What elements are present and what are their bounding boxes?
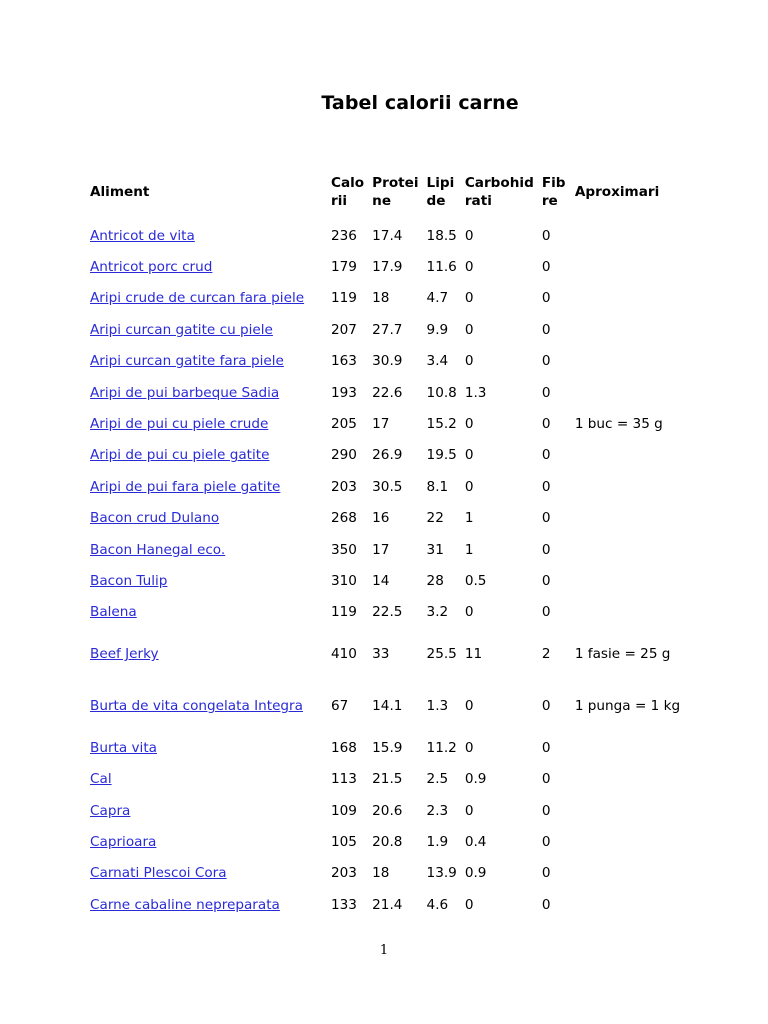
- cell-calorii: 113: [331, 771, 357, 788]
- cell-calorii: 119: [331, 604, 357, 621]
- cell-proteine: 21.5: [372, 771, 403, 788]
- table-row: [86, 283, 699, 314]
- table-row: [86, 503, 699, 534]
- cell-lipide: 2.3: [426, 802, 449, 819]
- cell-carbohidrati: 0: [464, 739, 474, 756]
- food-link[interactable]: Beef Jerky: [90, 646, 159, 663]
- food-link[interactable]: Antricot porc crud: [90, 259, 213, 276]
- cell-carbohidrati: 0: [464, 802, 474, 819]
- cell-fibre: 0: [541, 510, 551, 527]
- cell-aliment: [86, 283, 327, 314]
- food-link[interactable]: Burta de vita congelata Integra: [90, 698, 303, 715]
- table-row: [86, 220, 699, 251]
- cell-aproximari: [571, 471, 699, 502]
- cell-calorii: 310: [331, 572, 357, 589]
- food-link[interactable]: Aripi de pui cu piele gatite: [90, 447, 270, 464]
- cell-lipide: 10.8: [426, 384, 457, 401]
- cell-fibre: 0: [541, 604, 551, 621]
- cell-proteine: 27.7: [372, 321, 403, 338]
- cell-proteine: 16: [372, 510, 390, 527]
- cell-lipide: 18.5: [426, 227, 457, 244]
- cell-lipide: 11.2: [426, 739, 457, 756]
- cell-fibre: 2: [541, 646, 551, 663]
- cell-calorii: 105: [331, 833, 357, 850]
- food-link[interactable]: Aripi de pui fara piele gatite: [90, 478, 281, 495]
- cell-lipide: 22: [426, 510, 444, 527]
- cell-aproximari: 1 fasie = 25 g: [574, 646, 671, 663]
- table-row: [86, 597, 699, 628]
- cell-carbohidrati: 0: [464, 416, 474, 433]
- cell-carbohidrati: 1: [464, 510, 474, 527]
- cell-aproximari: [571, 858, 699, 889]
- table-row: [86, 680, 699, 732]
- table-row: [86, 889, 699, 920]
- header-fibre: Fib re: [541, 175, 566, 209]
- table-row: [86, 314, 699, 345]
- cell-proteine: 14: [372, 572, 390, 589]
- cell-lipide: 9.9: [426, 321, 449, 338]
- cell-lipide: 1.9: [426, 833, 449, 850]
- cell-aproximari: [571, 346, 699, 377]
- cell-aliment: [86, 220, 327, 251]
- cell-proteine: 17: [372, 416, 390, 433]
- food-link[interactable]: Aripi curcan gatite cu piele: [90, 321, 273, 338]
- table-row: [86, 346, 699, 377]
- cell-lipide: 28: [426, 572, 444, 589]
- cell-aproximari: [571, 565, 699, 596]
- cell-proteine: 22.5: [372, 604, 403, 621]
- food-link[interactable]: Aripi de pui barbeque Sadia: [90, 384, 280, 401]
- cell-aliment: [86, 826, 327, 857]
- cell-proteine: 26.9: [372, 447, 403, 464]
- cell-aproximari: 1 buc = 35 g: [574, 416, 663, 433]
- food-link[interactable]: Aripi crude de curcan fara piele: [90, 290, 305, 307]
- cell-carbohidrati: 0: [464, 447, 474, 464]
- cell-carbohidrati: 0.4: [464, 833, 487, 850]
- cell-aproximari: [571, 377, 699, 408]
- header-proteine: Protei ne: [372, 175, 419, 209]
- page-number: 1: [379, 943, 389, 958]
- cell-aliment: [86, 628, 327, 680]
- table-header-row: [86, 168, 699, 220]
- food-link[interactable]: Cal: [90, 771, 112, 788]
- cell-proteine: 18: [372, 290, 390, 307]
- cell-carbohidrati: 1.3: [464, 384, 487, 401]
- cell-fibre: 0: [541, 290, 551, 307]
- cell-carbohidrati: 0: [464, 478, 474, 495]
- cell-calorii: 207: [331, 321, 357, 338]
- cell-lipide: 3.4: [426, 353, 449, 370]
- cell-aliment: [86, 503, 327, 534]
- cell-aliment: [86, 680, 327, 732]
- cell-proteine: 14.1: [372, 698, 403, 715]
- cell-lipide: 15.2: [426, 416, 457, 433]
- cell-aproximari: [571, 534, 699, 565]
- header-lipide: Lipi de: [426, 175, 455, 209]
- cell-carbohidrati: 0: [464, 353, 474, 370]
- table-row: [86, 471, 699, 502]
- cell-fibre: 0: [541, 384, 551, 401]
- cell-proteine: 20.8: [372, 833, 403, 850]
- cell-fibre: 0: [541, 541, 551, 558]
- food-link[interactable]: Carnati Plescoi Cora: [90, 865, 227, 882]
- cell-calorii: 163: [331, 353, 357, 370]
- food-link[interactable]: Bacon Hanegal eco.: [90, 541, 226, 558]
- cell-aliment: [86, 795, 327, 826]
- cell-aproximari: [571, 597, 699, 628]
- cell-calorii: 203: [331, 865, 357, 882]
- cell-aproximari: [571, 732, 699, 763]
- cell-aproximari: [571, 314, 699, 345]
- cell-aproximari: [571, 440, 699, 471]
- cell-carbohidrati: 0: [464, 896, 474, 913]
- cell-proteine: 15.9: [372, 739, 403, 756]
- food-link[interactable]: Bacon Tulip: [90, 572, 168, 589]
- page-title: Tabel calorii carne: [321, 92, 519, 114]
- cell-lipide: 4.7: [426, 290, 449, 307]
- table-row: [86, 858, 699, 889]
- header-aliment: Aliment: [90, 184, 150, 200]
- cell-aliment: [86, 763, 327, 794]
- cell-aproximari: [571, 251, 699, 282]
- cell-proteine: 18: [372, 865, 390, 882]
- food-link[interactable]: Bacon crud Dulano: [90, 510, 220, 527]
- cell-aliment: [86, 471, 327, 502]
- cell-calorii: 268: [331, 510, 357, 527]
- cell-fibre: 0: [541, 447, 551, 464]
- cell-carbohidrati: 0: [464, 604, 474, 621]
- cell-calorii: 236: [331, 227, 357, 244]
- header-aproximari: Aproximari: [574, 184, 660, 200]
- cell-fibre: 0: [541, 739, 551, 756]
- cell-aliment: [86, 732, 327, 763]
- table-row: [86, 826, 699, 857]
- table-row: [86, 440, 699, 471]
- cell-proteine: 20.6: [372, 802, 403, 819]
- cell-carbohidrati: 0.9: [464, 865, 487, 882]
- cell-aliment: [86, 346, 327, 377]
- table-row: [86, 795, 699, 826]
- cell-aliment: [86, 251, 327, 282]
- food-link[interactable]: Balena: [90, 604, 137, 621]
- cell-calorii: 203: [331, 478, 357, 495]
- cell-proteine: 17.9: [372, 259, 403, 276]
- food-link[interactable]: Aripi de pui cu piele crude: [90, 416, 269, 433]
- cell-carbohidrati: 0.9: [464, 771, 487, 788]
- cell-calorii: 133: [331, 896, 357, 913]
- cell-lipide: 13.9: [426, 865, 457, 882]
- cell-fibre: 0: [541, 896, 551, 913]
- table-row: [86, 628, 699, 680]
- cell-fibre: 0: [541, 698, 551, 715]
- table-row: [86, 763, 699, 794]
- cell-lipide: 2.5: [426, 771, 449, 788]
- cell-lipide: 1.3: [426, 698, 449, 715]
- header-carbohidrati: Carbohid rati: [464, 175, 534, 209]
- cell-calorii: 193: [331, 384, 357, 401]
- cell-carbohidrati: 0.5: [464, 572, 487, 589]
- cell-proteine: 17.4: [372, 227, 403, 244]
- food-link[interactable]: Capra: [90, 802, 131, 819]
- cell-aproximari: [571, 503, 699, 534]
- cell-lipide: 8.1: [426, 478, 449, 495]
- cell-proteine: 22.6: [372, 384, 403, 401]
- cell-aliment: [86, 314, 327, 345]
- food-link[interactable]: Burta vita: [90, 739, 157, 756]
- cell-aliment: [86, 858, 327, 889]
- table-row: [86, 732, 699, 763]
- calorie-table: [86, 168, 699, 920]
- cell-aliment: [86, 408, 327, 439]
- cell-calorii: 179: [331, 259, 357, 276]
- cell-fibre: 0: [541, 321, 551, 338]
- cell-calorii: 290: [331, 447, 357, 464]
- cell-aliment: [86, 440, 327, 471]
- cell-carbohidrati: 0: [464, 321, 474, 338]
- cell-fibre: 0: [541, 865, 551, 882]
- cell-lipide: 31: [426, 541, 444, 558]
- cell-proteine: 33: [372, 646, 390, 663]
- food-link[interactable]: Aripi curcan gatite fara piele: [90, 353, 284, 370]
- cell-aproximari: [571, 826, 699, 857]
- cell-proteine: 17: [372, 541, 390, 558]
- cell-proteine: 21.4: [372, 896, 403, 913]
- cell-aliment: [86, 889, 327, 920]
- food-link[interactable]: Caprioara: [90, 833, 157, 850]
- cell-aliment: [86, 534, 327, 565]
- cell-aproximari: 1 punga = 1 kg: [574, 698, 681, 715]
- table-row: [86, 565, 699, 596]
- cell-calorii: 109: [331, 802, 357, 819]
- cell-lipide: 11.6: [426, 259, 457, 276]
- cell-fibre: 0: [541, 416, 551, 433]
- cell-aliment: [86, 565, 327, 596]
- cell-calorii: 205: [331, 416, 357, 433]
- cell-aliment: [86, 597, 327, 628]
- cell-proteine: 30.9: [372, 353, 403, 370]
- cell-aproximari: [571, 889, 699, 920]
- cell-fibre: 0: [541, 259, 551, 276]
- table-row: [86, 377, 699, 408]
- cell-calorii: 168: [331, 739, 357, 756]
- table-row: [86, 534, 699, 565]
- cell-carbohidrati: 0: [464, 227, 474, 244]
- cell-carbohidrati: 0: [464, 290, 474, 307]
- header-calorii: Calo rii: [331, 175, 365, 209]
- cell-aliment: [86, 377, 327, 408]
- cell-fibre: 0: [541, 833, 551, 850]
- cell-calorii: 119: [331, 290, 357, 307]
- cell-aproximari: [571, 795, 699, 826]
- food-link[interactable]: Antricot de vita: [90, 227, 195, 244]
- cell-carbohidrati: 11: [464, 646, 483, 663]
- cell-carbohidrati: 0: [464, 698, 474, 715]
- cell-lipide: 19.5: [426, 447, 457, 464]
- cell-lipide: 3.2: [426, 604, 449, 621]
- cell-carbohidrati: 1: [464, 541, 474, 558]
- cell-fibre: 0: [541, 478, 551, 495]
- cell-calorii: 410: [331, 646, 357, 663]
- cell-carbohidrati: 0: [464, 259, 474, 276]
- cell-fibre: 0: [541, 353, 551, 370]
- table-row: [86, 408, 699, 439]
- cell-fibre: 0: [541, 802, 551, 819]
- cell-aproximari: [571, 220, 699, 251]
- food-link[interactable]: Carne cabaline nepreparata: [90, 896, 280, 913]
- cell-lipide: 25.5: [426, 646, 457, 663]
- cell-lipide: 4.6: [426, 896, 449, 913]
- cell-calorii: 67: [331, 698, 349, 715]
- cell-aproximari: [571, 763, 699, 794]
- cell-fibre: 0: [541, 771, 551, 788]
- cell-aproximari: [571, 283, 699, 314]
- table-row: [86, 251, 699, 282]
- cell-proteine: 30.5: [372, 478, 403, 495]
- cell-calorii: 350: [331, 541, 357, 558]
- cell-fibre: 0: [541, 227, 551, 244]
- cell-fibre: 0: [541, 572, 551, 589]
